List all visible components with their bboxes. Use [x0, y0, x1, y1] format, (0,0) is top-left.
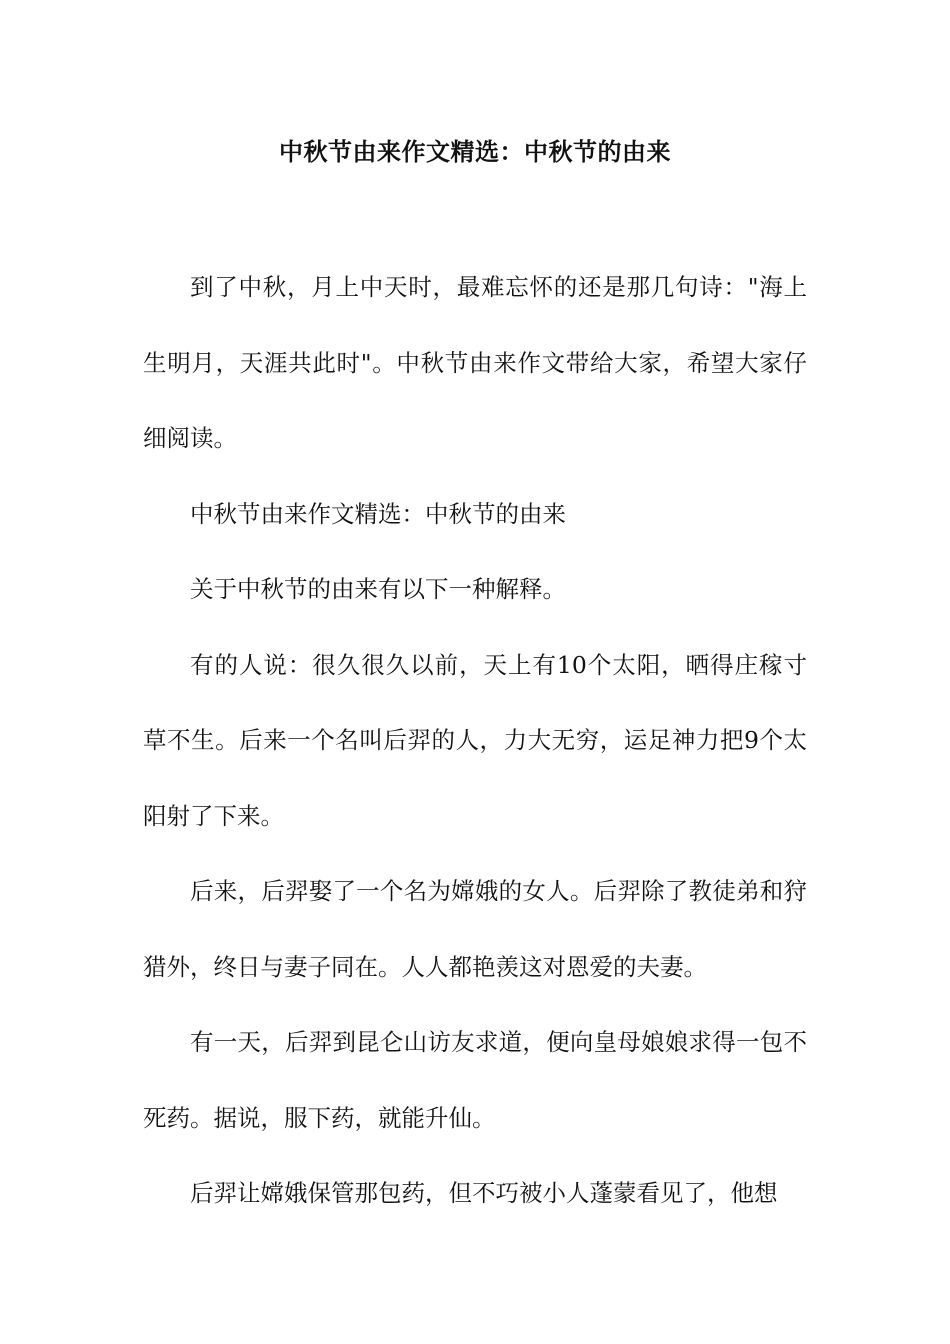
- paragraph-ten-suns: 有的人说：很久很久以前，天上有10个太阳，晒得庄稼寸草不生。后来一个名叫后羿的人，力大无穷，运足神力把9个太阳射了下来。: [143, 650, 807, 830]
- document-body: [143, 250, 807, 1232]
- paragraph-explanation: 关于中秋节的由来有以下一种解释。: [190, 575, 566, 603]
- paragraph-houyi-marriage: 后来，后羿娶了一个名为嫦娥的女人。后羿除了教徒弟和狩猎外，终日与妻子同在。人人都艳羡这对恩爱的夫妻。: [143, 877, 807, 981]
- paragraph-intro: 到了中秋，月上中天时，最难忘怀的还是那几句诗："海上生明月，天涯共此时"。中秋节由来作文带给大家，希望大家仔细阅读。: [143, 273, 807, 452]
- paragraph-subtitle: 中秋节由来作文精选：中秋节的由来: [190, 499, 566, 528]
- paragraph-fengmeng: 后羿让嫦娥保管那包药，但不巧被小人蓬蒙看见了，他想: [190, 1179, 778, 1207]
- paragraph-elixir: 有一天，后羿到昆仑山访友求道，便向皇母娘娘求得一包不死药。据说，服下药，就能升仙。: [143, 1028, 807, 1132]
- document-title: 中秋节由来作文精选：中秋节的由来: [279, 137, 671, 166]
